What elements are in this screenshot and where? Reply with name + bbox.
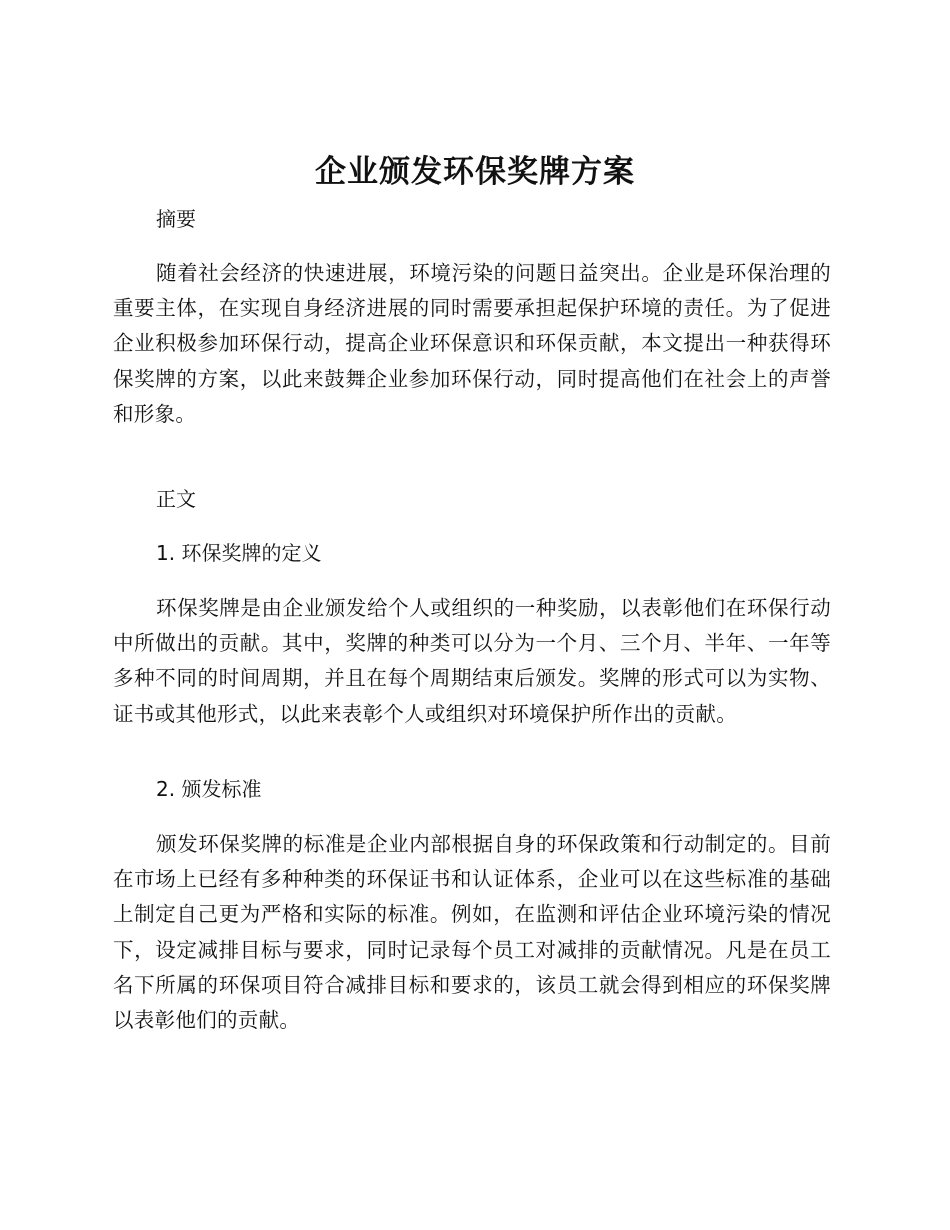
document-title: 企业颁发环保奖牌方案	[315, 154, 635, 190]
abstract-paragraph: 随着社会经济的快速进展，环境污染的问题日益突出。企业是环保治理的重要主体，在实现自身经济进展的同时需要承担起保护环境的责任。为了促进企业积极参加环保行动，提高企业环保意识和环保贡献，本文提出一种获得环保奖牌的方案，以此来鼓舞企业参加环保行动，同时提高他们在社会上的声誉和形象。	[113, 261, 831, 426]
section1-heading: 1. 环保奖牌的定义	[156, 541, 322, 565]
section1-paragraph: 环保奖牌是由企业颁发给个人或组织的一种奖励，以表彰他们在环保行动中所做出的贡献。其中，奖牌的种类可以分为一个月、三个月、半年、一年等多种不同的时间周期，并且在每个周期结束后颁发。奖牌的形式可以为实物、证书或其他形式，以此来表彰个人或组织对环境保护所作出的贡献。	[113, 596, 831, 726]
body-heading: 正文	[156, 487, 196, 511]
section2-paragraph: 颁发环保奖牌的标准是企业内部根据自身的环保政策和行动制定的。目前在市场上已经有多种种类的环保证书和认证体系，企业可以在这些标准的基础上制定自己更为严格和实际的标准。例如，在监测和评估企业环境污染的情况下，设定减排目标与要求，同时记录每个员工对减排的贡献情况。凡是在员工名下所属的环保项目符合减排目标和要求的，该员工就会得到相应的环保奖牌以表彰他们的贡献。	[113, 832, 831, 1033]
section2-heading: 2. 颁发标准	[156, 777, 262, 801]
abstract-heading: 摘要	[156, 207, 196, 231]
